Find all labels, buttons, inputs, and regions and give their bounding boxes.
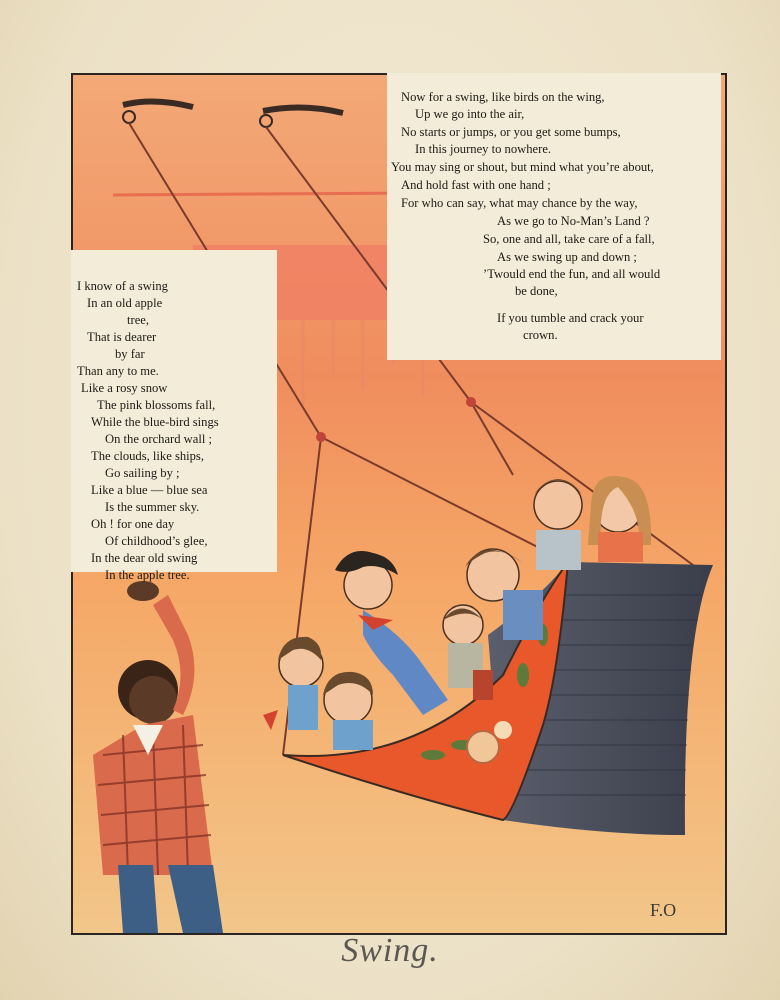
poem-line: Up we go into the air, <box>415 107 525 121</box>
poem-line: As we go to No-Man’s Land ? <box>497 214 650 228</box>
poem-line: Like a blue — blue sea <box>91 483 208 497</box>
rose-decoration <box>467 731 499 763</box>
poem-line: In the dear old swing <box>91 551 198 565</box>
poem-line: In the apple tree. <box>105 568 190 582</box>
poem-line: And hold fast with one hand ; <box>401 178 551 192</box>
poem-line: If you tumble and crack your <box>497 311 644 325</box>
poem-line: On the orchard wall ; <box>105 432 213 446</box>
poem-line: by far <box>115 347 145 361</box>
poem-line: Like a rosy snow <box>81 381 168 395</box>
poem-line: ’Twould end the fun, and all would <box>483 267 661 281</box>
poem-line: be done, <box>515 284 558 298</box>
poem-line: So, one and all, take care of a fall, <box>483 232 655 246</box>
poem-line: That is dearer <box>87 330 157 344</box>
poem-line: For who can say, what may chance by the way, <box>401 196 638 210</box>
poem-line: In this journey to nowhere. <box>415 142 552 156</box>
poem-line: The pink blossoms fall, <box>97 398 216 412</box>
poem-line: I know of a swing <box>77 279 168 293</box>
poem-line: Than any to me. <box>77 364 159 378</box>
poem-line: Is the summer sky. <box>105 500 200 514</box>
poem-line: In an old apple <box>87 296 163 310</box>
poem-line: As we swing up and down ; <box>497 250 637 264</box>
poem-line: Now for a swing, like birds on the wing, <box>401 90 605 104</box>
page-title: Swing. <box>341 932 439 969</box>
poem-line: The clouds, like ships, <box>91 449 204 463</box>
poem-line: Go sailing by ; <box>105 466 180 480</box>
poem-line: crown. <box>523 328 558 342</box>
poem-line: You may sing or shout, but mind what you’re about, <box>391 160 654 174</box>
poem-line: tree, <box>127 313 150 327</box>
poem-line: No starts or jumps, or you get some bumps, <box>401 125 621 139</box>
poem-line: While the blue-bird sings <box>91 415 219 429</box>
poem-line: Oh ! for one day <box>91 517 175 531</box>
poem-left <box>71 250 277 582</box>
poem-right <box>387 73 721 360</box>
artist-signature: F.O <box>650 900 677 920</box>
poem-line: Of childhood’s glee, <box>105 534 208 548</box>
